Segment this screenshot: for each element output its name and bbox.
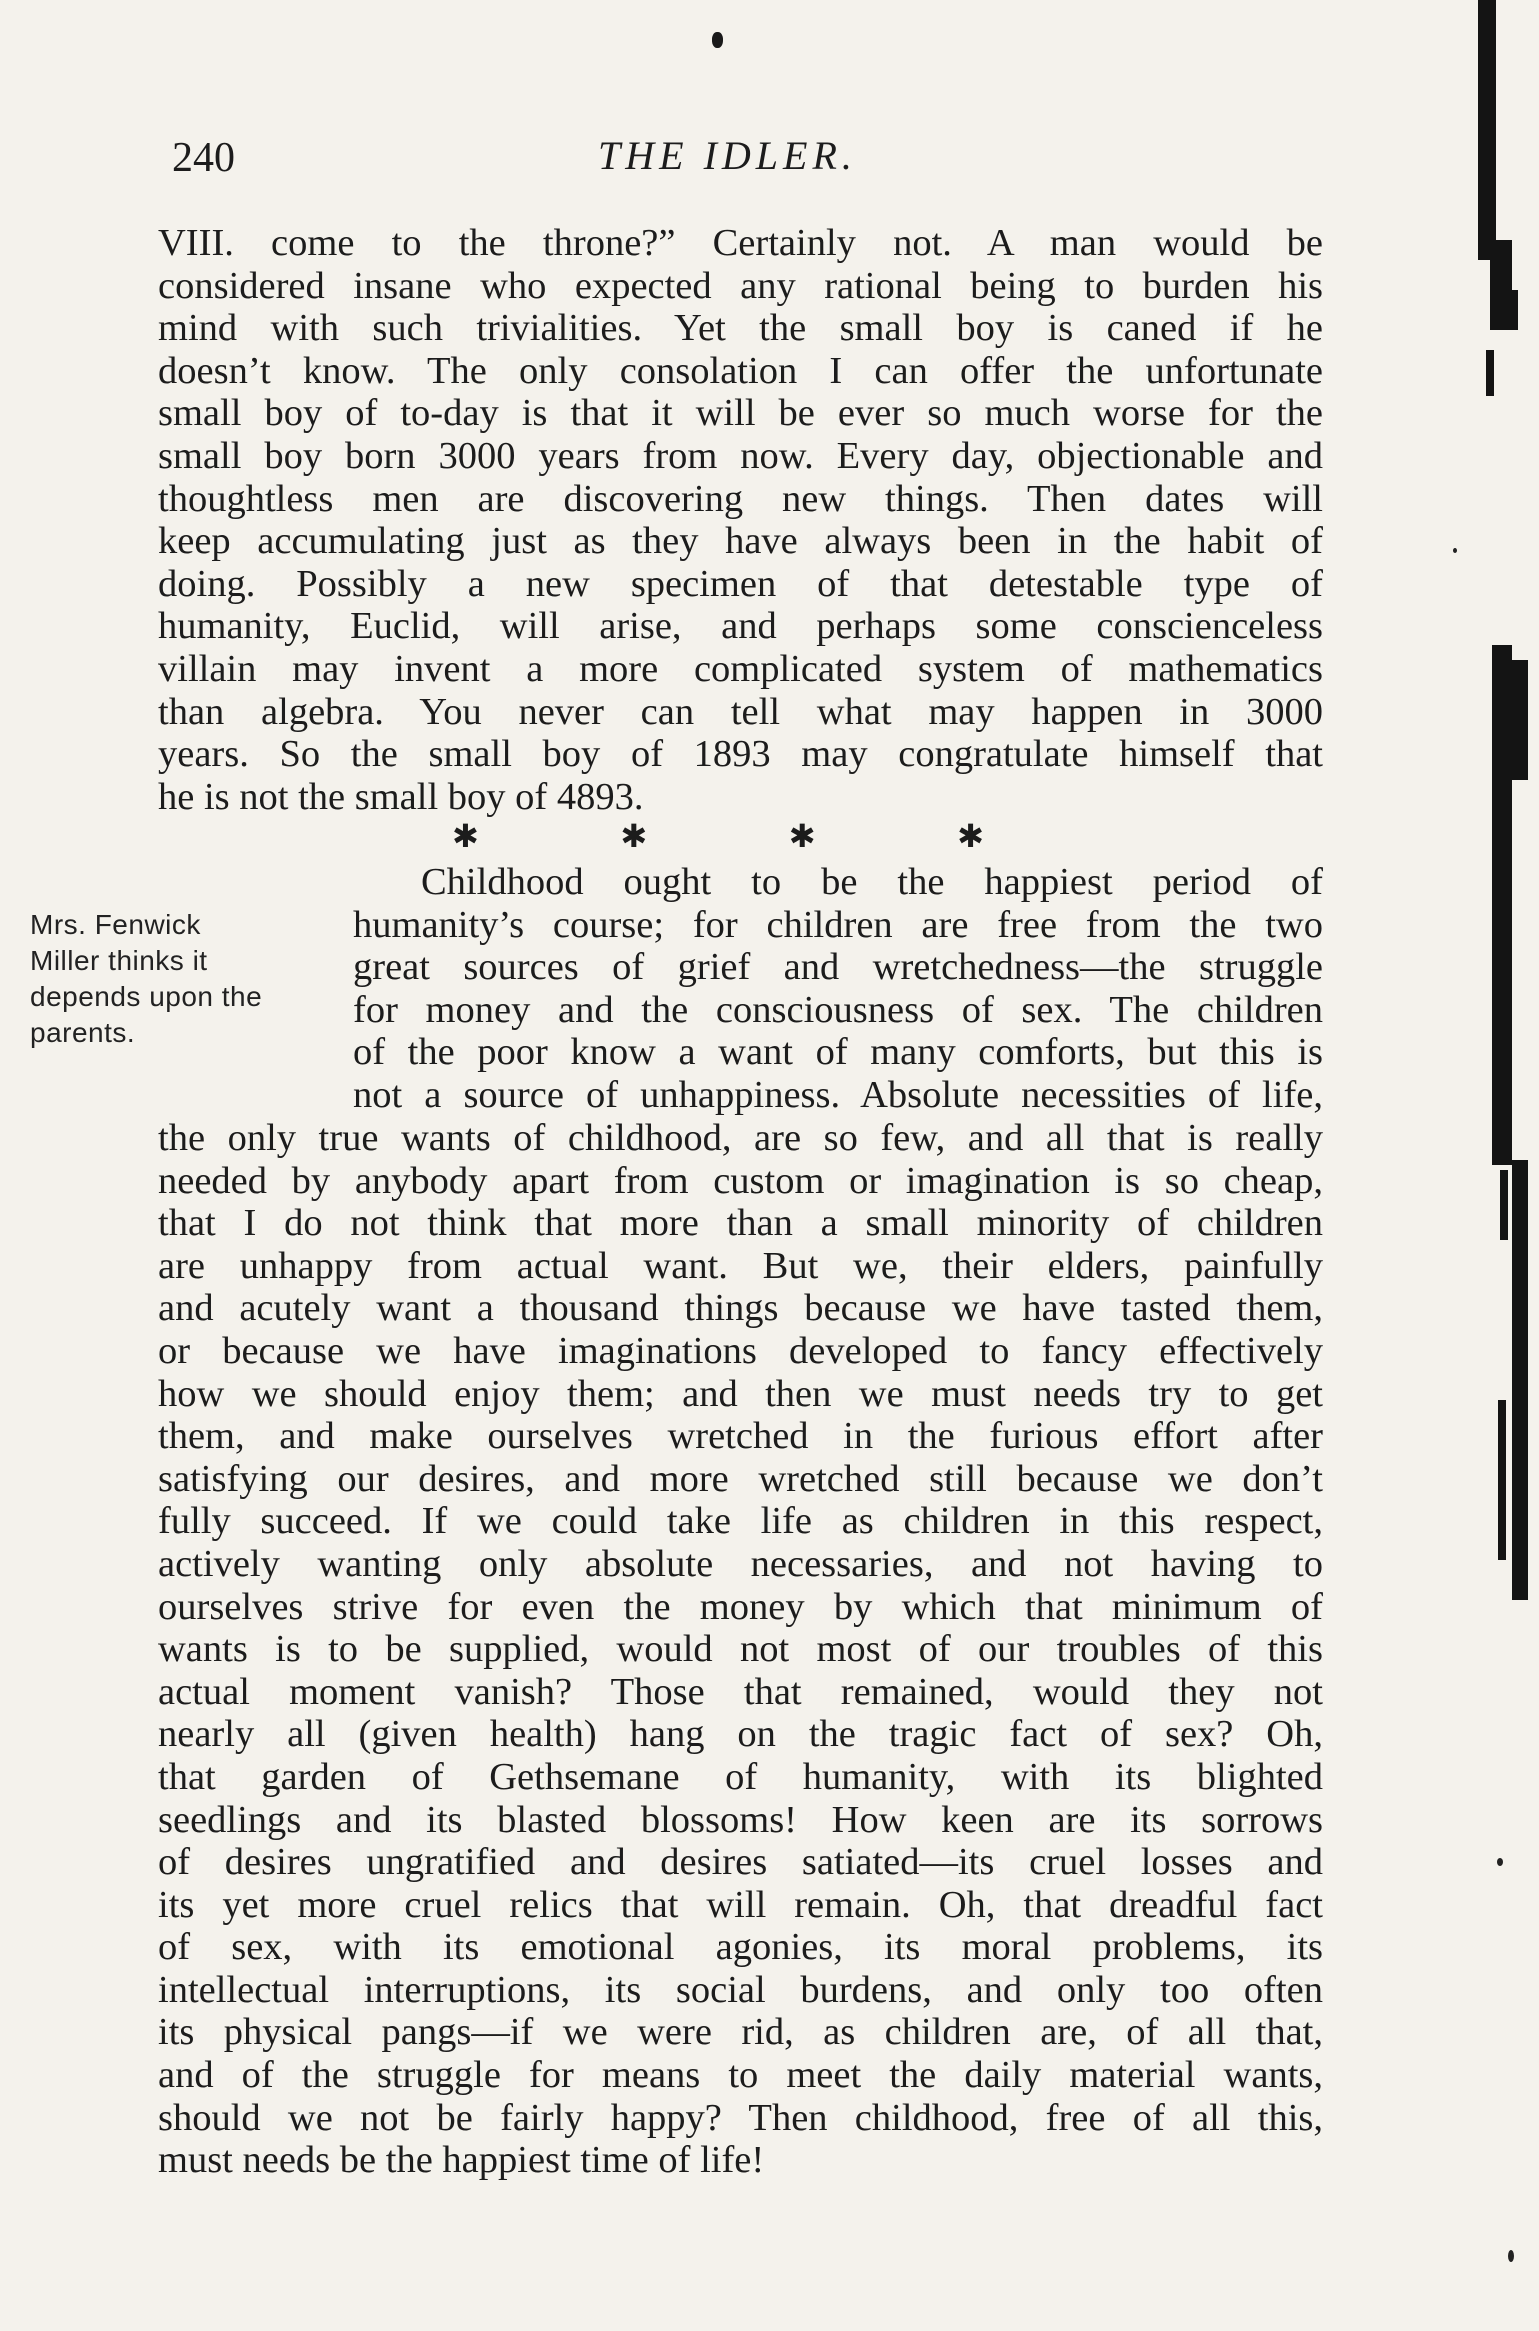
ink-speck-mark [1508, 2250, 1514, 2262]
text-line: that I do not think that more than a small minority of children [158, 1202, 1323, 1245]
text-line: that garden of Gethsemane of humanity, with its blighted [158, 1755, 1323, 1798]
paragraph-1 [158, 222, 1323, 818]
text-line: keep accumulating just as they have always been in the habit of [158, 520, 1323, 563]
scan-edge-shadow [1498, 1400, 1506, 1560]
text-line: its physical pangs—if we were rid, as children are, of all that, [158, 2011, 1323, 2054]
text-line: doing. Possibly a new specimen of that detestable type of [158, 562, 1323, 605]
paragraph-2 [353, 861, 1323, 1117]
text-line: small boy of to-day is that it will be ever so much worse for the [158, 392, 1323, 435]
text-line: and acutely want a thousand things because we have tasted them, [158, 1287, 1323, 1330]
text-line: actual moment vanish? Those that remained, would they not [158, 1670, 1323, 1713]
asterisk-icon: ✱ [788, 817, 816, 855]
text-line: villain may invent a more complicated system of mathematics [158, 647, 1323, 690]
text-line: them, and make ourselves wretched in the furious effort after [158, 1415, 1323, 1458]
text-line: should we not be fairly happy? Then childhood, free of all this, [158, 2096, 1323, 2139]
asterisk-icon: ✱ [957, 817, 984, 855]
text-line: the only true wants of childhood, are so few, and all that is really [158, 1117, 1323, 1159]
text-line: for money and the consciousness of sex. The children [353, 988, 1323, 1031]
text-line: of sex, with its emotional agonies, its moral problems, its [158, 1926, 1323, 1969]
ink-speck-mark [1453, 548, 1457, 553]
scan-edge-shadow [1506, 290, 1518, 330]
text-line: he is not the small boy of 4893. [158, 775, 644, 818]
text-line: must needs be the happiest time of life! [158, 2139, 765, 2182]
text-line: years. So the small boy of 1893 may congratulate himself that [158, 733, 1323, 776]
text-line: how we should enjoy them; and then we must needs try to get [158, 1372, 1323, 1415]
text-line: not a source of unhappiness. Absolute necessities of life, [353, 1073, 1323, 1116]
text-line: seedlings and its blasted blossoms! How keen are its sorrows [158, 1798, 1323, 1841]
text-line: needed by anybody apart from custom or imagination is so cheap, [158, 1159, 1323, 1202]
marginal-note-line: depends upon the [30, 981, 263, 1012]
marginal-note-line: Miller thinks it [30, 945, 208, 976]
text-line: and of the struggle for means to meet the daily material wants, [158, 2054, 1323, 2097]
text-line: than algebra. You never can tell what may happen in 3000 [158, 690, 1323, 733]
ink-speck-mark [1497, 1858, 1503, 1866]
text-line: humanity, Euclid, will arise, and perhaps some conscienceless [158, 605, 1323, 648]
text-line: great sources of grief and wretchedness—the struggle [353, 946, 1323, 989]
text-line: doesn’t know. The only consolation I can offer the unfortunate [158, 349, 1323, 392]
marginal-note-line: parents. [30, 1017, 136, 1048]
asterisk-icon: ✱ [452, 817, 479, 855]
marginal-note [30, 907, 350, 1051]
text-line: Childhood ought to be the happiest period of [421, 861, 1323, 903]
text-line: of desires ungratified and desires satiated—its cruel losses and [158, 1841, 1323, 1884]
text-line: thoughtless men are discovering new things. Then dates will [158, 477, 1323, 520]
marginal-note-line: Mrs. Fenwick [30, 909, 201, 940]
text-line: are unhappy from actual want. But we, their elders, painfully [158, 1244, 1323, 1287]
text-line: nearly all (given health) hang on the tragic fact of sex? Oh, [158, 1713, 1323, 1756]
text-line: its yet more cruel relics that will remain. Oh, that dreadful fact [158, 1883, 1323, 1926]
asterisk-icon: ✱ [620, 817, 648, 855]
text-line: small boy born 3000 years from now. Every day, objectionable and [158, 434, 1323, 477]
scan-edge-shadow [1478, 0, 1496, 260]
text-line: humanity’s course; for children are free from the two [353, 903, 1323, 946]
scan-edge-shadow [1512, 1160, 1528, 1600]
section-break [452, 817, 984, 855]
text-line: ourselves strive for even the money by which that minimum of [158, 1585, 1323, 1628]
text-line: intellectual interruptions, its social burdens, and only too often [158, 1968, 1323, 2011]
scan-edge-shadow [1506, 660, 1528, 780]
scan-edge-shadow [1500, 1170, 1508, 1240]
running-title: THE IDLER. [598, 133, 857, 178]
text-line: considered insane who expected any rational being to burden his [158, 264, 1323, 307]
page-number: 240 [172, 135, 235, 181]
text-line: of the poor know a want of many comforts, but this is [353, 1031, 1323, 1074]
text-line: mind with such trivialities. Yet the small boy is caned if he [158, 307, 1323, 350]
scan-edge-shadow [1486, 350, 1494, 396]
paragraph-2-continued [158, 1117, 1323, 2182]
ink-dot-mark [712, 32, 723, 48]
text-line: fully succeed. If we could take life as children in this respect, [158, 1500, 1323, 1543]
text-line: or because we have imaginations developed to fancy effectively [158, 1329, 1323, 1372]
text-line: wants is to be supplied, would not most of our troubles of this [158, 1628, 1323, 1671]
text-line: VIII. come to the throne?” Certainly not. A man would be [158, 222, 1323, 264]
text-line: satisfying our desires, and more wretched still because we don’t [158, 1457, 1323, 1500]
text-line: actively wanting only absolute necessaries, and not having to [158, 1542, 1323, 1585]
